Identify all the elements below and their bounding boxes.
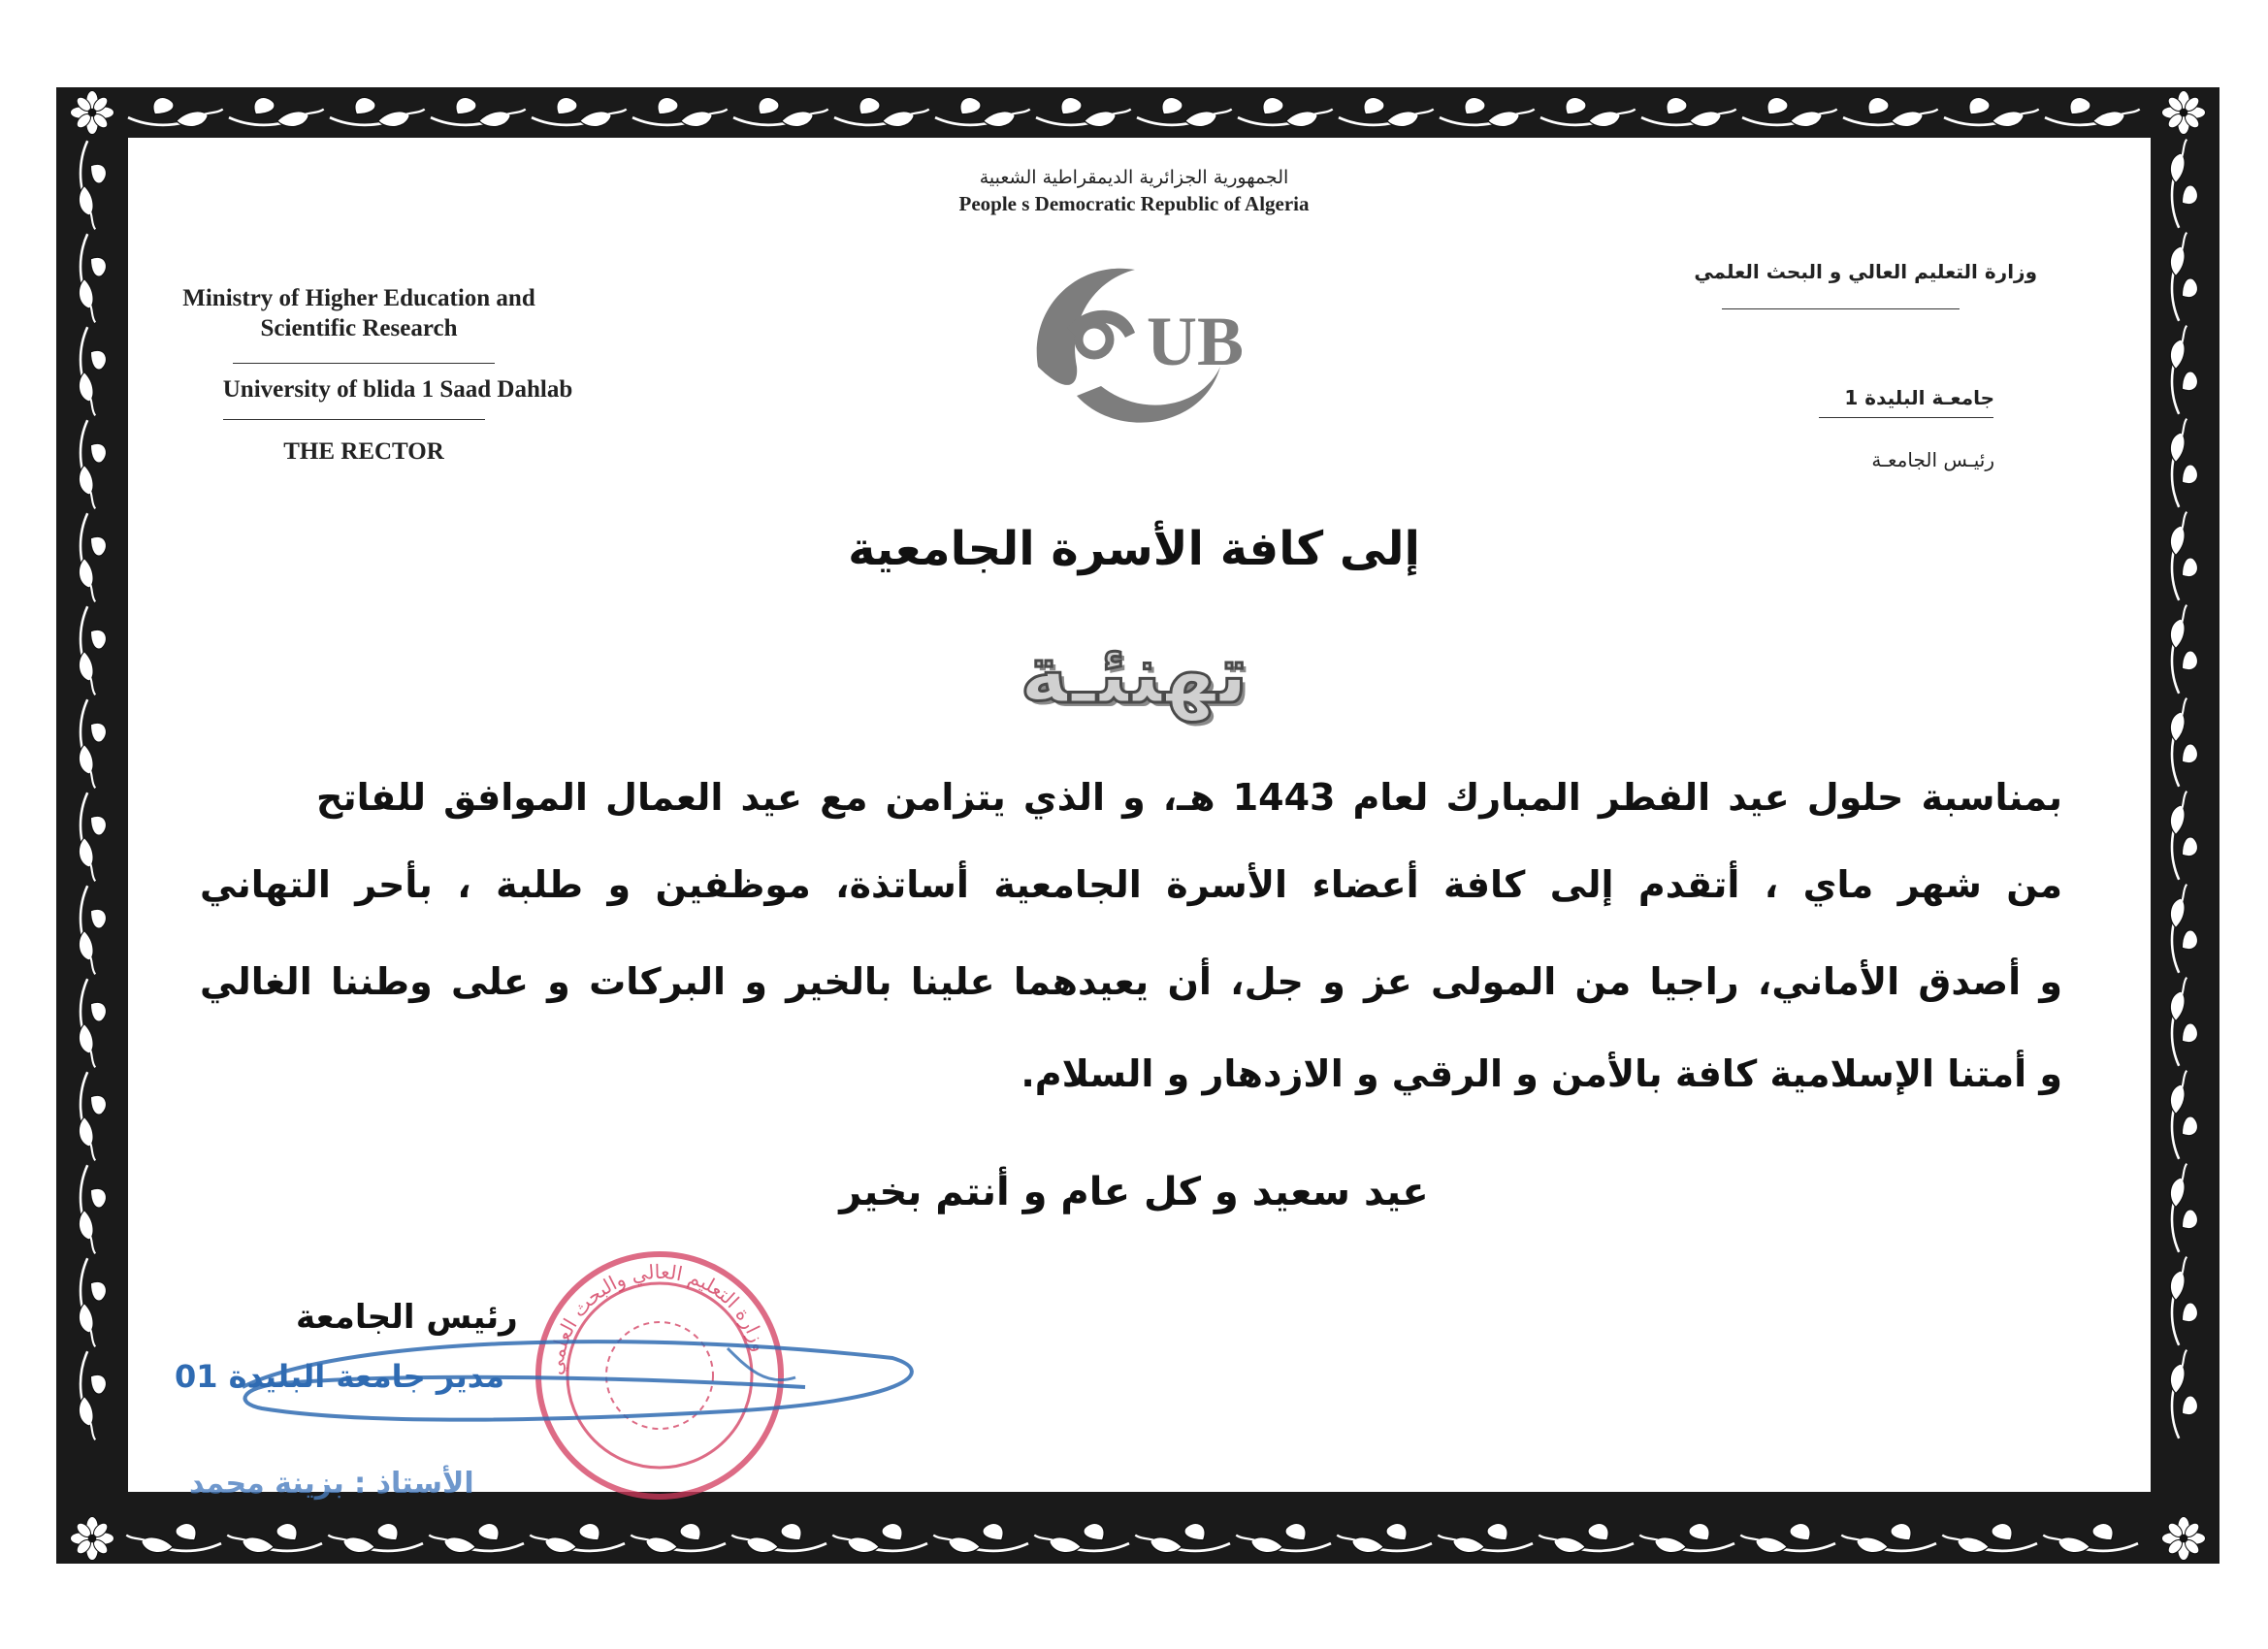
body-paragraph-line: بمناسبة حلول عيد الفطر المبارك لعام 1443 هـ، و الذي يتزامن مع عيد العمال الموافق للفاتح: [316, 776, 2062, 819]
body-paragraph-line: من شهر ماي ، أتقدم إلى كافة أعضاء الأسرة الجامعية أساتذة، موظفين و طلبة ، بأحر التهاني: [200, 863, 2062, 906]
addressee-heading: إلى كافة الأسرة الجامعية: [848, 522, 1420, 576]
ministry-english-line-2: Scientific Research: [260, 315, 458, 341]
seal-text: وزارة التعليم العالي والبحث العلمي: [543, 1259, 772, 1376]
ministry-english: [155, 283, 563, 343]
divider: [233, 363, 495, 364]
rector-title-arabic: رئيـس الجامعـة: [1871, 448, 1994, 471]
body-paragraph-line: و أصدق الأماني، راجيا من المولى عز و جل، أن يعيدهما علينا بالخير و البركات و على وطننا الغالي: [200, 960, 2062, 1003]
closing-wish: عيد سعيد و كل عام و أنتم بخير: [839, 1170, 1429, 1214]
logo-letters: UB: [1147, 303, 1245, 380]
university-name-arabic: جامعـة البليدة 1: [1844, 386, 1994, 409]
university-name-english: University of blida 1 Saad Dahlab: [222, 376, 573, 403]
rector-title-english: THE RECTOR: [283, 438, 444, 465]
divider: [1722, 308, 1960, 309]
university-logo-icon: [1009, 250, 1245, 444]
divider: [223, 419, 485, 420]
country-name-english: People s Democratic Republic of Algeria: [958, 192, 1310, 215]
handwritten-signature: [223, 1319, 941, 1445]
ministry-arabic: وزارة التعليم العالي و البحث العلمي: [1694, 260, 2037, 283]
stamp-title: مدير جامعة البليدة 01: [175, 1358, 505, 1395]
country-name-arabic: الجمهورية الجزائرية الديمقراطية الشعبية: [979, 167, 1289, 188]
signatory-title: رئيس الجامعة: [296, 1298, 518, 1337]
greeting-title: تهنئـة: [1020, 627, 1248, 722]
ministry-english-line-1: Ministry of Higher Education and: [182, 285, 535, 311]
body-paragraph-line: و أمتنا الإسلامية كافة بالأمن و الرقي و الازدهار و السلام.: [1021, 1052, 2062, 1095]
divider: [1819, 417, 1993, 418]
stamp-name: الأستاذ : بزينة محمد: [189, 1467, 474, 1501]
